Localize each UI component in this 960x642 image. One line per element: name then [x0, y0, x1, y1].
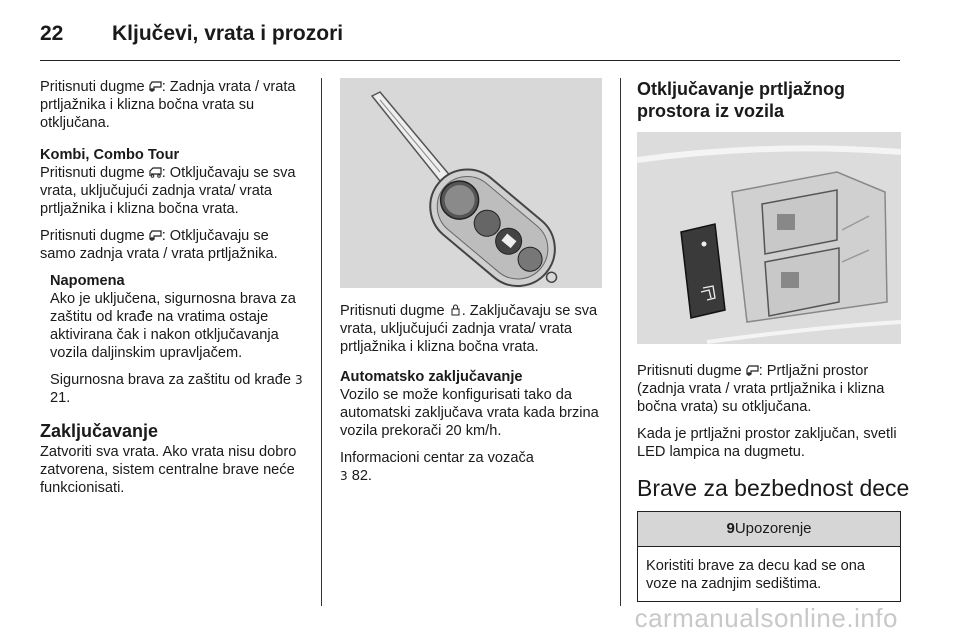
column-divider	[321, 78, 322, 606]
warning-title: Upozorenje	[734, 520, 812, 537]
paragraph: Pritisnuti dugme . Zaključavaju se sva vrata, uključujući zadnja vrata/ vrata prtljažnika i klizna bočna vrata.	[340, 303, 598, 355]
section-heading: Otključavanje prtljažnog prostora iz vozila	[637, 79, 846, 121]
section-heading: Zaključavanje	[40, 421, 159, 441]
ref-arrow-icon: 3	[295, 373, 303, 387]
tailgate-icon	[149, 229, 162, 241]
note-heading: Napomena	[50, 273, 125, 289]
header-rule	[40, 60, 900, 61]
unlock-icon	[149, 166, 162, 178]
door-switch-illustration	[637, 132, 901, 344]
note-text: Ako je uključena, sigurnosna brava za zaštitu od krađe na vratima ostaje aktivirana čak i nakon otključavanja vozila daljinskim upravljačem.	[50, 291, 296, 361]
paragraph: Informacioni centar za vozača 3 82.	[340, 450, 534, 484]
subheading: Automatsko zaključavanje	[340, 369, 523, 385]
page-ref-link[interactable]: 82.	[351, 468, 372, 484]
paragraph: Zatvoriti sva vrata. Ako vrata nisu dobro zatvorena, sistem centralne brave neće funkcionisati.	[40, 444, 297, 496]
page-title: Ključevi, vrata i prozori	[112, 22, 344, 45]
paragraph: Kada je prtljažni prostor zaključan, svetli LED lampica na dugmetu.	[637, 426, 897, 460]
warning-text: Koristiti brave za decu kad se ona voze na zadnjim sedištima.	[646, 558, 866, 592]
lock-icon	[449, 304, 462, 316]
page-header	[40, 22, 343, 46]
warning-box	[637, 511, 901, 602]
column-3	[637, 78, 910, 602]
paragraph: Vozilo se može konfigurisati tako da automatski zaključava vrata kada brzina vozila prekorači 20 km/h.	[340, 387, 599, 439]
tailgate-icon	[746, 364, 759, 376]
column-2	[340, 78, 602, 494]
paragraph: Pritisnuti dugme : Otključavaju se sva vrata, uključujući zadnja vrata/ vrata prtljažnika i klizna bočna vrata.	[40, 165, 296, 217]
key-fob-image	[340, 78, 602, 288]
warning-triangle-icon: 9	[726, 520, 735, 537]
paragraph: Pritisnuti dugme : Otključavaju se samo zadnja vrata / vrata prtljažnika.	[40, 228, 278, 262]
column-divider	[620, 78, 621, 606]
page-number: 22	[40, 22, 64, 45]
subheading: Kombi, Combo Tour	[40, 147, 180, 163]
footer-watermark[interactable]: carmanualsonline.info	[634, 603, 898, 633]
paragraph: Pritisnuti dugme : Zadnja vrata / vrata prtljažnika i klizna bočna vrata su otključana.	[40, 79, 296, 131]
column-1	[40, 78, 308, 506]
paragraph: Pritisnuti dugme : Prtljažni prostor (zadnja vrata / vrata prtljažnika i klizna bočna vrata) su otključana.	[637, 363, 885, 415]
ref-arrow-icon: 3	[340, 469, 348, 483]
note-text: Sigurnosna brava za zaštitu od krađe 3 21.	[50, 372, 303, 406]
note-block	[50, 272, 308, 407]
key-fob-illustration	[340, 78, 602, 288]
warning-header	[638, 512, 900, 547]
page-ref-link[interactable]: 21.	[50, 390, 71, 406]
section-title: Brave za bezbednost dece	[637, 475, 910, 501]
tailgate-icon	[149, 80, 162, 92]
door-switch-image	[637, 132, 901, 344]
